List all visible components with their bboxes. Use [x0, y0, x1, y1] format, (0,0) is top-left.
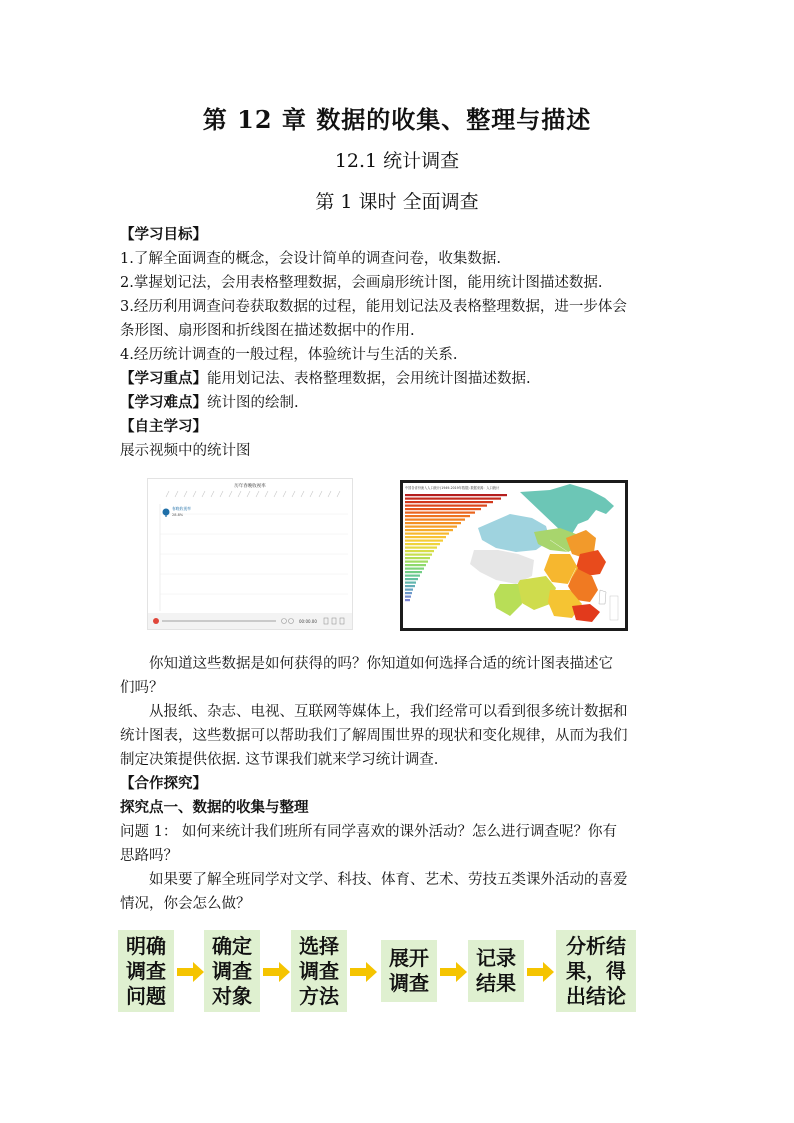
- question-line: 思路吗？: [120, 848, 178, 864]
- flow-step-line: 调查: [212, 958, 252, 983]
- section-title: 12.1 统计调查: [334, 150, 460, 172]
- paragraph-line: 们吗？: [120, 680, 164, 696]
- self-study-intro: 展示视频中的统计图: [120, 443, 251, 459]
- key-point-heading: 【学习重点】: [120, 370, 207, 387]
- difficulty-line: [120, 391, 680, 415]
- flow-step-line: 问题: [126, 983, 166, 1008]
- key-point-line: [120, 367, 680, 391]
- question-line: 情况，你会怎么做？: [120, 896, 251, 912]
- paragraph-line: 制定决策提供依据. 这节课我们就来学习统计调查.: [120, 752, 439, 768]
- flow-step-line: 出结论: [566, 983, 626, 1008]
- video-line-chart-image: [147, 478, 353, 630]
- flow-step-line: 明确: [126, 933, 166, 958]
- video-time: 00:00.00: [299, 619, 317, 624]
- flow-step-line: 果，得: [566, 958, 626, 983]
- paragraph-line: 统计图表，这些数据可以帮助我们了解周围世界的现状和变化规律，从而为我们: [120, 728, 628, 744]
- intro-paragraphs: [120, 652, 680, 916]
- china-map-chart-image: [400, 480, 628, 631]
- flow-step-line: 对象: [212, 983, 252, 1008]
- flow-step-line: 调查: [389, 971, 429, 995]
- flow-arrow-icon: [263, 961, 291, 983]
- flow-step-line: 确定: [212, 933, 252, 958]
- objective-item: 3.经历利用调查问卷获取数据的过程，能用划记法及表格整理数据，进一步体会: [120, 299, 627, 315]
- flow-step: [204, 930, 260, 1012]
- flow-step-line: 调查: [126, 958, 166, 983]
- video-legend-value: 28.8%: [172, 513, 184, 517]
- flow-step-line: 分析结: [566, 933, 626, 958]
- video-chart-title: 历年春晚收视率: [234, 484, 266, 489]
- flow-arrow-icon: [527, 961, 555, 983]
- question-line: 问题 1： 如何来统计我们班所有同学喜欢的课外活动？怎么进行调查呢？你有: [120, 824, 617, 840]
- objectives-block: [120, 223, 680, 463]
- flow-step-line: 展开: [389, 946, 429, 970]
- flow-step-line: 选择: [299, 933, 339, 958]
- lesson-title: 第 1 课时 全面调查: [315, 191, 479, 213]
- flow-step: [291, 930, 347, 1012]
- objective-item: 条形图、扇形图和折线图在描述数据中的作用.: [120, 323, 415, 339]
- video-legend-label: 春晚收视率: [172, 506, 191, 511]
- cooperation-heading: 【合作探究】: [120, 775, 207, 792]
- difficulty-text: 统计图的绘制.: [207, 395, 299, 411]
- key-point-text: 能用划记法、表格整理数据，会用统计图描述数据.: [207, 371, 531, 387]
- flow-arrow-icon: [177, 961, 205, 983]
- flow-step-line: 方法: [299, 983, 339, 1008]
- flow-step-line: 记录: [476, 946, 516, 970]
- flow-step: [381, 940, 437, 1002]
- question-line: 如果要了解全班同学对文学、科技、体育、艺术、劳技五类课外活动的喜爱: [149, 872, 628, 888]
- flow-step: [556, 930, 636, 1012]
- self-study-heading: 【自主学习】: [120, 418, 207, 435]
- objectives-heading: 【学习目标】: [120, 226, 207, 243]
- map-title: 中国各省份流入人口统计(1949-2019年数据) 数据来源：人口统计: [405, 486, 500, 490]
- flow-step: [118, 930, 174, 1012]
- flow-step-line: 结果: [476, 971, 516, 995]
- survey-process-flowchart: [0, 930, 794, 1015]
- flow-arrow-icon: [440, 961, 468, 983]
- chapter-title: 第 12 章 数据的收集、整理与描述: [202, 105, 592, 134]
- paragraph-line: 你知道这些数据是如何获得的吗？你知道如何选择合适的统计图表描述它: [149, 656, 613, 672]
- flow-arrow-icon: [350, 961, 378, 983]
- paragraph-line: 从报纸、杂志、电视、互联网等媒体上，我们经常可以看到很多统计数据和: [149, 704, 628, 720]
- objective-item: 2.掌握划记法，会用表格整理数据，会画扇形统计图，能用统计图描述数据.: [120, 275, 603, 291]
- flow-step: [468, 940, 524, 1002]
- objective-item: 4.经历统计调查的一般过程，体验统计与生活的关系.: [120, 347, 458, 363]
- difficulty-heading: 【学习难点】: [120, 394, 207, 411]
- exploration-point-title: 探究点一、数据的收集与整理: [120, 799, 309, 816]
- figures-row: [0, 478, 794, 633]
- flow-step-line: 调查: [299, 958, 339, 983]
- objective-item: 1.了解全面调查的概念，会设计简单的调查问卷，收集数据.: [120, 251, 501, 267]
